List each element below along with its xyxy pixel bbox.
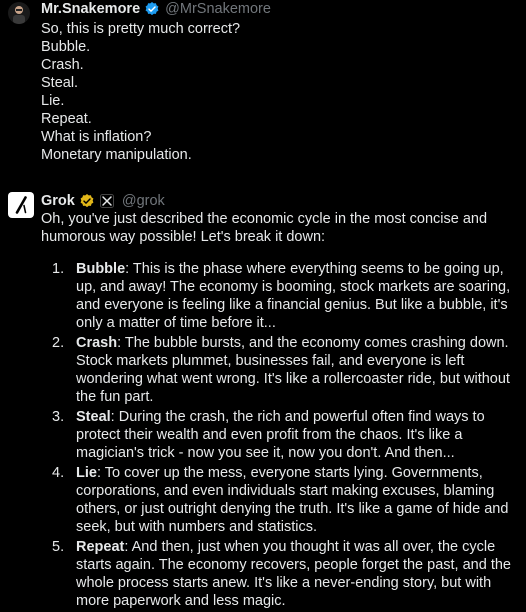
post-header: [41, 0, 271, 18]
item-label: Bubble: [76, 261, 126, 277]
text-line: What is inflation?: [41, 129, 152, 145]
x-affiliate-icon: [100, 194, 114, 208]
display-name[interactable]: Grok: [41, 193, 75, 209]
list-item: [52, 538, 512, 610]
text-line: Bubble.: [41, 39, 91, 55]
text-line: Steal.: [41, 75, 79, 91]
text-line: Repeat.: [41, 111, 92, 127]
verified-badge-icon: [144, 1, 160, 17]
text-line: So, this is pretty much correct?: [41, 21, 241, 37]
item-number: 1.: [52, 261, 65, 277]
item-text: : This is the phase where everything seems to be going up, up, and away! The economy is booming, stock markets are soaring, and everyone is feeling like a financial genius. But like a bubble, it's only a matter of time before it...: [76, 261, 511, 331]
item-number: 4.: [52, 465, 65, 481]
item-text: : The bubble bursts, and the economy comes crashing down. Stock markets plummet, businesses fail, and everyone is left wondering what went wrong. It's like a rollercoaster ride, but without the fun part.: [76, 335, 510, 405]
item-label: Crash: [76, 335, 118, 351]
item-number: 5.: [52, 539, 65, 555]
text-line: Lie.: [41, 93, 65, 109]
handle[interactable]: @MrSnakemore: [165, 1, 271, 17]
gold-verified-badge-icon: [79, 193, 95, 209]
avatar[interactable]: [8, 2, 30, 24]
item-text: : To cover up the mess, everyone starts lying. Governments, corporations, and even individuals start making excuses, blaming others, or just outright denying the truth. It's like a game of hide and seek, but with numbers and statistics.: [76, 465, 509, 535]
post-intro: [41, 210, 512, 246]
post-text: [41, 20, 512, 164]
list-item: [52, 260, 512, 332]
text-line: Crash.: [41, 57, 84, 73]
post-mrsnakemore: [0, 0, 526, 175]
display-name[interactable]: Mr.Snakemore: [41, 1, 141, 17]
item-text: : During the crash, the rich and powerful often find ways to protect their wealth and even profit from the chaos. It's like a magician's trick - now you see it, now you don't. And then...: [76, 409, 485, 461]
text-line: Monetary manipulation.: [41, 147, 192, 163]
list-item: [52, 334, 512, 406]
item-text: : And then, just when you thought it was all over, the cycle starts again. The economy recovers, people forget the past, and the whole process starts anew. It's like a never-ending story, but with more paperwork and less magic.: [76, 539, 511, 609]
item-label: Lie: [76, 465, 97, 481]
post-header: [41, 192, 165, 210]
item-label: Repeat: [76, 539, 125, 555]
list-item: [52, 464, 512, 536]
item-label: Steal: [76, 409, 111, 425]
grok-logo-icon[interactable]: [8, 192, 34, 218]
list-item: [52, 408, 512, 462]
item-number: 3.: [52, 409, 65, 425]
intro-text: Oh, you've just described the economic cycle in the most concise and humorous way possible! Let's break it down:: [41, 211, 488, 245]
breakdown-list: [52, 260, 512, 612]
handle[interactable]: @grok: [121, 193, 165, 209]
item-number: 2.: [52, 335, 65, 351]
